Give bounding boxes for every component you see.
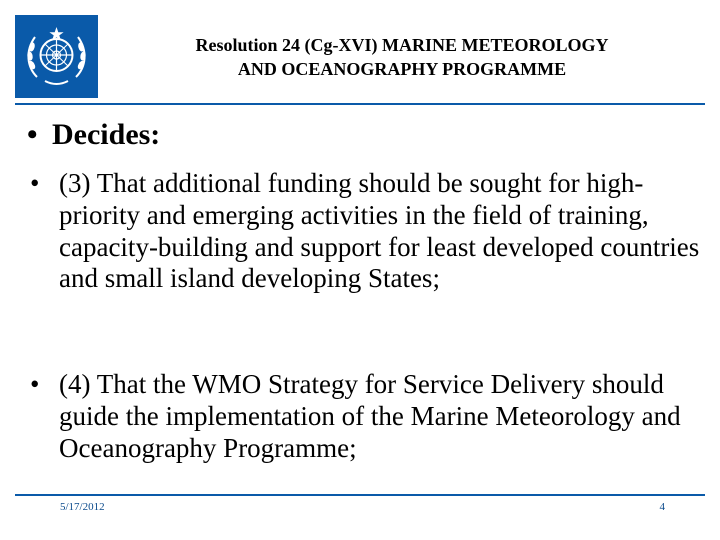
wmo-emblem-graphic <box>15 15 98 98</box>
bullet-icon: • <box>30 369 40 399</box>
list-item-text: (4) That the WMO Strategy for Service Delivery should guide the implementation of the Marine Meteorology and Oceanography Programme; <box>59 369 681 463</box>
list-item <box>30 369 705 464</box>
wmo-emblem-icon <box>15 15 98 98</box>
list-item-text: (3) That additional funding should be sought for high-priority and emerging activities in the field of training, capacity-building and support for least developed countries and small island developing States; <box>59 168 700 294</box>
bullet-icon: • <box>30 168 40 198</box>
header-divider <box>15 103 705 105</box>
footer-date: 5/17/2012 <box>60 501 105 513</box>
slide-title <box>118 33 686 81</box>
bullet-icon: • <box>27 118 38 151</box>
section-heading-text: Decides: <box>52 118 161 151</box>
footer-divider <box>15 494 705 496</box>
page-number: 4 <box>659 501 665 513</box>
list-item <box>30 168 705 295</box>
slide-title-line2: AND OCEANOGRAPHY PROGRAMME <box>237 59 567 79</box>
slide-title-line1: Resolution 24 (Cg-XVI) MARINE METEOROLOGY <box>195 35 609 55</box>
section-heading <box>27 115 160 155</box>
